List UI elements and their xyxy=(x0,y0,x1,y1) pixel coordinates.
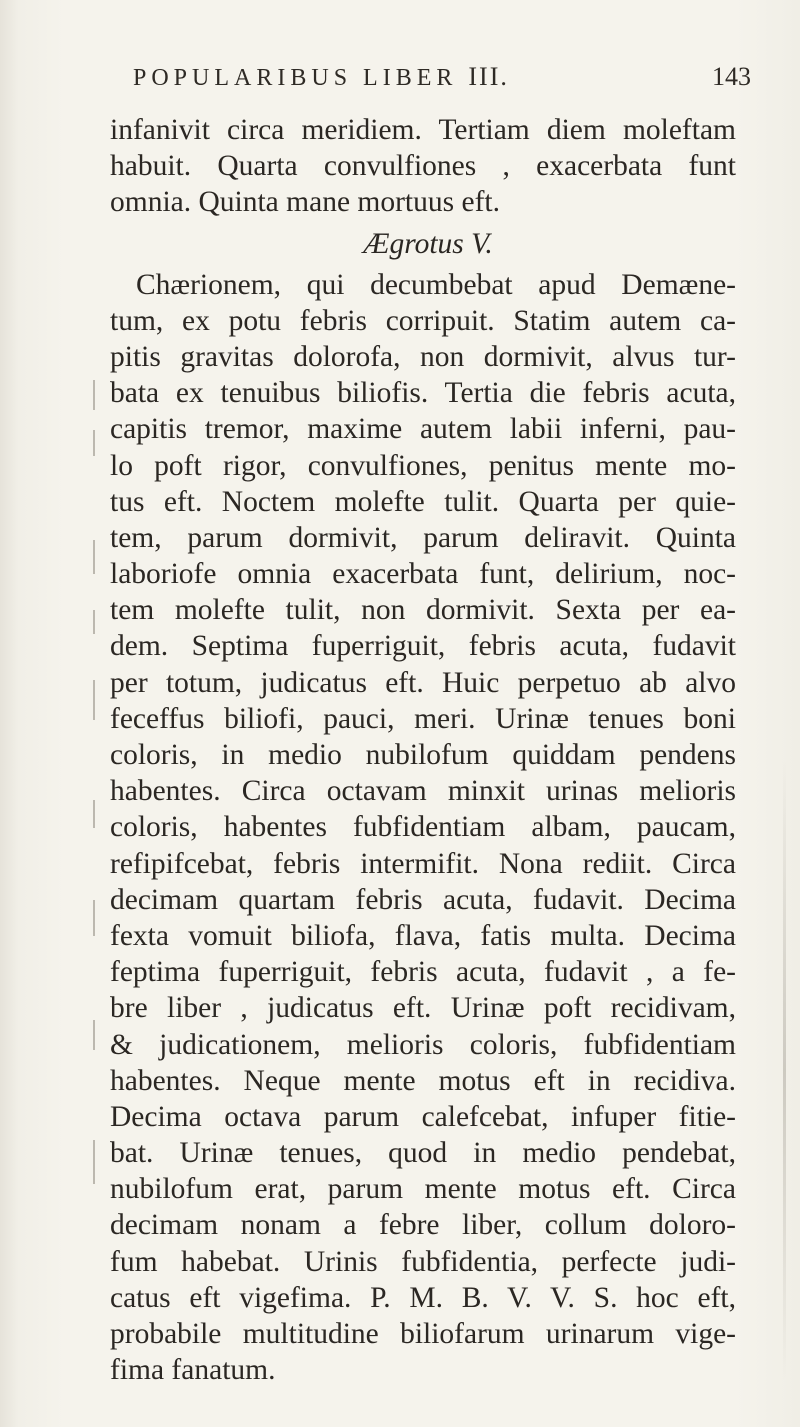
body-text xyxy=(110,112,736,1388)
text-line: tus eft. Noctem molefte tulit. Quarta per quie- xyxy=(110,485,736,518)
text-line: infanivit circa meridiem. Tertiam diem moleftam xyxy=(110,114,736,146)
text-line: tem, parum dormivit, parum deliravit. Quinta xyxy=(110,521,736,554)
text-line: bat. Urinæ tenues, quod in medio pendebat, xyxy=(110,1137,736,1170)
text-line: tem molefte tulit, non dormivit. Sexta per ea- xyxy=(110,594,736,627)
text-line: habentes. Circa octavam minxit urinas melioris xyxy=(110,775,736,808)
text-line: pitis gravitas dolorofa, non dormivit, alvus tur- xyxy=(110,340,736,373)
text-line: decimam nonam a febre liber, collum doloro- xyxy=(110,1209,736,1242)
text-line: laboriofe omnia exacerbata funt, delirium, noc- xyxy=(110,558,736,591)
text-line: & judicationem, melioris coloris, fubfidentiam xyxy=(110,1028,736,1061)
text-line: feptima fuperriguit, febris acuta, fudavit , a fe- xyxy=(110,956,736,989)
text-line: habuit. Quarta convulfiones , exacerbata funt xyxy=(110,150,736,183)
page-number: 143 xyxy=(712,62,751,91)
text-line: habentes. Neque mente motus eft in recidiva. xyxy=(110,1064,736,1097)
text-line: bata ex tenuibus biliofis. Tertia die febris acuta, xyxy=(110,377,736,410)
running-title: POPULARIBUS LIBER xyxy=(133,65,458,91)
text-line: per totum, judicatus eft. Huic perpetuo ab alvo xyxy=(110,666,736,699)
text-line: omnia. Quinta mane mortuus eft. xyxy=(110,186,500,219)
text-line: fum habebat. Urinis fubfidentia, perfecte judi- xyxy=(110,1245,736,1278)
text-line: nubilofum erat, parum mente motus eft. Circa xyxy=(110,1173,736,1206)
text-line: decimam quartam febris acuta, fudavit. Decima xyxy=(110,883,736,916)
running-head xyxy=(133,62,653,92)
text-line: refipifcebat, febris intermifit. Nona rediit. Circa xyxy=(110,847,736,880)
text-line: Decima octava parum calefcebat, infuper fitie- xyxy=(110,1100,736,1133)
book-number: III. xyxy=(468,62,509,91)
text-line: probabile multitudine biliofarum urinarum vige- xyxy=(110,1318,736,1350)
text-line: lo poft rigor, convulfiones, penitus mente mo- xyxy=(110,449,736,482)
case-heading: Ægrotus V. xyxy=(363,227,493,260)
page-gutter-shadow xyxy=(0,0,18,1427)
text-line: coloris, habentes fubfidentiam albam, paucam, xyxy=(110,811,736,844)
page-edge-right xyxy=(783,760,786,1380)
text-line: dem. Septima fuperriguit, febris acuta, fudavit xyxy=(110,630,736,663)
text-line: Chærionem, qui decumbebat apud Demæne- xyxy=(136,268,736,301)
text-line: fexta vomuit biliofa, flava, fatis multa. Decima xyxy=(110,919,736,952)
text-line: capitis tremor, maxime autem labii inferni, pau- xyxy=(110,413,736,446)
text-line: feceffus biliofi, pauci, meri. Urinæ tenues boni xyxy=(110,702,736,735)
text-line: fima fanatum. xyxy=(110,1354,276,1387)
text-line: catus eft vigefima. P. M. B. V. V. S. hoc eft, xyxy=(110,1281,736,1314)
text-line: tum, ex potu febris corripuit. Statim autem ca- xyxy=(110,304,736,337)
text-line: coloris, in medio nubilofum quiddam pendens xyxy=(110,739,736,771)
margin-marks xyxy=(93,380,97,1240)
text-line: bre liber , judicatus eft. Urinæ poft recidivam, xyxy=(110,992,736,1025)
